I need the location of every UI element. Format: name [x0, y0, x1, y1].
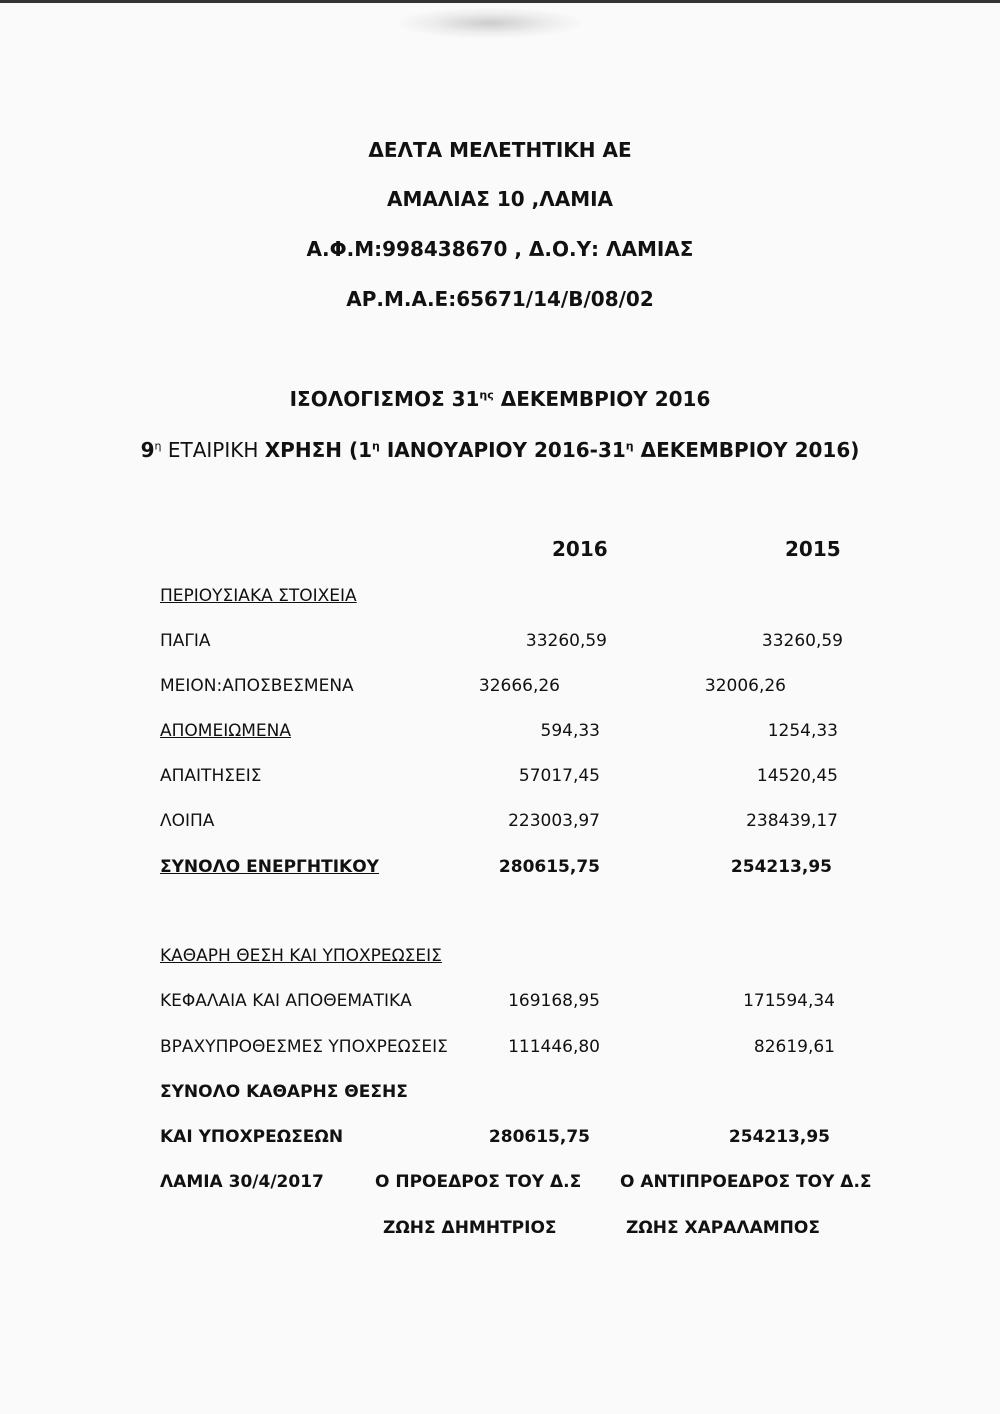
company-tax-id: Α.Φ.Μ:998438670 , Δ.Ο.Υ: ΛΑΜΙΑΣ: [306, 237, 694, 261]
value-total-assets-2015: 254213,95: [730, 857, 832, 877]
vice-president-name: ΖΩΗΣ ΧΑΡΑΛΑΜΠΟΣ: [626, 1218, 820, 1238]
row-label-total-assets: ΣΥΝΟΛΟ ΕΝΕΡΓΗΤΙΚΟΥ: [160, 857, 379, 877]
column-header-2016: 2016: [552, 537, 608, 561]
value-total-equity-liabilities-2015: 254213,95: [728, 1127, 830, 1147]
column-header-2015: 2015: [785, 537, 841, 561]
row-label-net-fixed-assets: ΑΠΟΜΕΙΩΜΕΝΑ: [160, 721, 291, 741]
value-short-term-liabilities-2016: 111446,80: [508, 1037, 600, 1057]
row-label-equity: ΚΕΦΑΛΑΙΑ ΚΑΙ ΑΠΟΘΕΜΑΤΙΚΑ: [160, 991, 412, 1011]
row-label-total-equity-liabilities-2: ΚΑΙ ΥΠΟΧΡΕΩΣΕΩΝ: [160, 1127, 344, 1147]
value-equity-2016: 169168,95: [508, 991, 600, 1011]
row-label-depreciation: ΜΕΙΟΝ:ΑΠΟΣΒΕΣΜΕΝΑ: [160, 676, 354, 696]
liabilities-heading: ΚΑΘΑΡΗ ΘΕΣΗ ΚΑΙ ΥΠΟΧΡΕΩΣΕΙΣ: [160, 946, 442, 966]
value-other-2015: 238439,17: [746, 811, 838, 831]
row-label-short-term-liabilities: ΒΡΑΧΥΠΡΟΘΕΣΜΕΣ ΥΠΟΧΡΕΩΣΕΙΣ: [160, 1037, 448, 1057]
president-title: Ο ΠΡΟΕΔΡΟΣ ΤΟΥ Δ.Σ: [375, 1172, 582, 1192]
value-fixed-assets-2015: 33260,59: [761, 631, 843, 651]
value-other-2016: 223003,97: [508, 811, 600, 831]
company-name: ΔΕΛΤΑ ΜΕΛΕΤΗΤΙΚΗ ΑΕ: [368, 138, 632, 162]
value-short-term-liabilities-2015: 82619,61: [753, 1037, 835, 1057]
value-total-equity-liabilities-2016: 280615,75: [488, 1127, 590, 1147]
value-net-fixed-assets-2015: 1254,33: [767, 721, 838, 741]
assets-heading: ΠΕΡΙΟΥΣΙΑΚΑ ΣΤΟΙΧΕΙΑ: [160, 586, 357, 606]
row-label-fixed-assets: ΠΑΓΙΑ: [160, 631, 211, 651]
row-label-receivables: ΑΠΑΙΤΗΣΕΙΣ: [160, 766, 262, 786]
value-depreciation-2016: 32666,26: [478, 676, 560, 696]
value-net-fixed-assets-2016: 594,33: [540, 721, 600, 741]
company-address: ΑΜΑΛΙΑΣ 10 ,ΛΑΜΙΑ: [386, 187, 614, 211]
place-date: ΛΑΜΙΑ 30/4/2017: [160, 1172, 324, 1192]
value-fixed-assets-2016: 33260,59: [525, 631, 607, 651]
company-registry: ΑΡ.Μ.Α.Ε:65671/14/Β/08/02: [346, 287, 654, 311]
balance-sheet-title: ΙΣΟΛΟΓΙΣΜΟΣ $31^{\eta\varsigma}$ ΔΕΚΕΜΒΡΙΟΥ 2016: [289, 387, 711, 411]
row-label-other: ΛΟΙΠΑ: [160, 811, 215, 831]
president-name: ΖΩΗΣ ΔΗΜΗΤΡΙΟΣ: [383, 1218, 557, 1238]
scan-top-edge: [0, 0, 1000, 3]
value-equity-2015: 171594,34: [743, 991, 835, 1011]
value-depreciation-2015: 32006,26: [704, 676, 786, 696]
scan-smudge: [400, 8, 580, 38]
value-receivables-2016: 57017,45: [518, 766, 600, 786]
vice-president-title: Ο ΑΝΤΙΠΡΟΕΔΡΟΣ ΤΟΥ Δ.Σ: [620, 1172, 872, 1192]
value-total-assets-2016: 280615,75: [498, 857, 600, 877]
fiscal-year-title: $9^\eta$ ΕΤΑΙΡΙΚΗ ΧΡΗΣΗ ($1^\eta$ ΙΑΝΟΥΑΡΙΟΥ $2016-31^\eta$ ΔΕΚΕΜΒΡΙΟΥ 2016): [140, 438, 860, 462]
row-label-total-equity-liabilities-1: ΣΥΝΟΛΟ ΚΑΘΑΡΗΣ ΘΕΣΗΣ: [160, 1082, 408, 1102]
value-receivables-2015: 14520,45: [756, 766, 838, 786]
